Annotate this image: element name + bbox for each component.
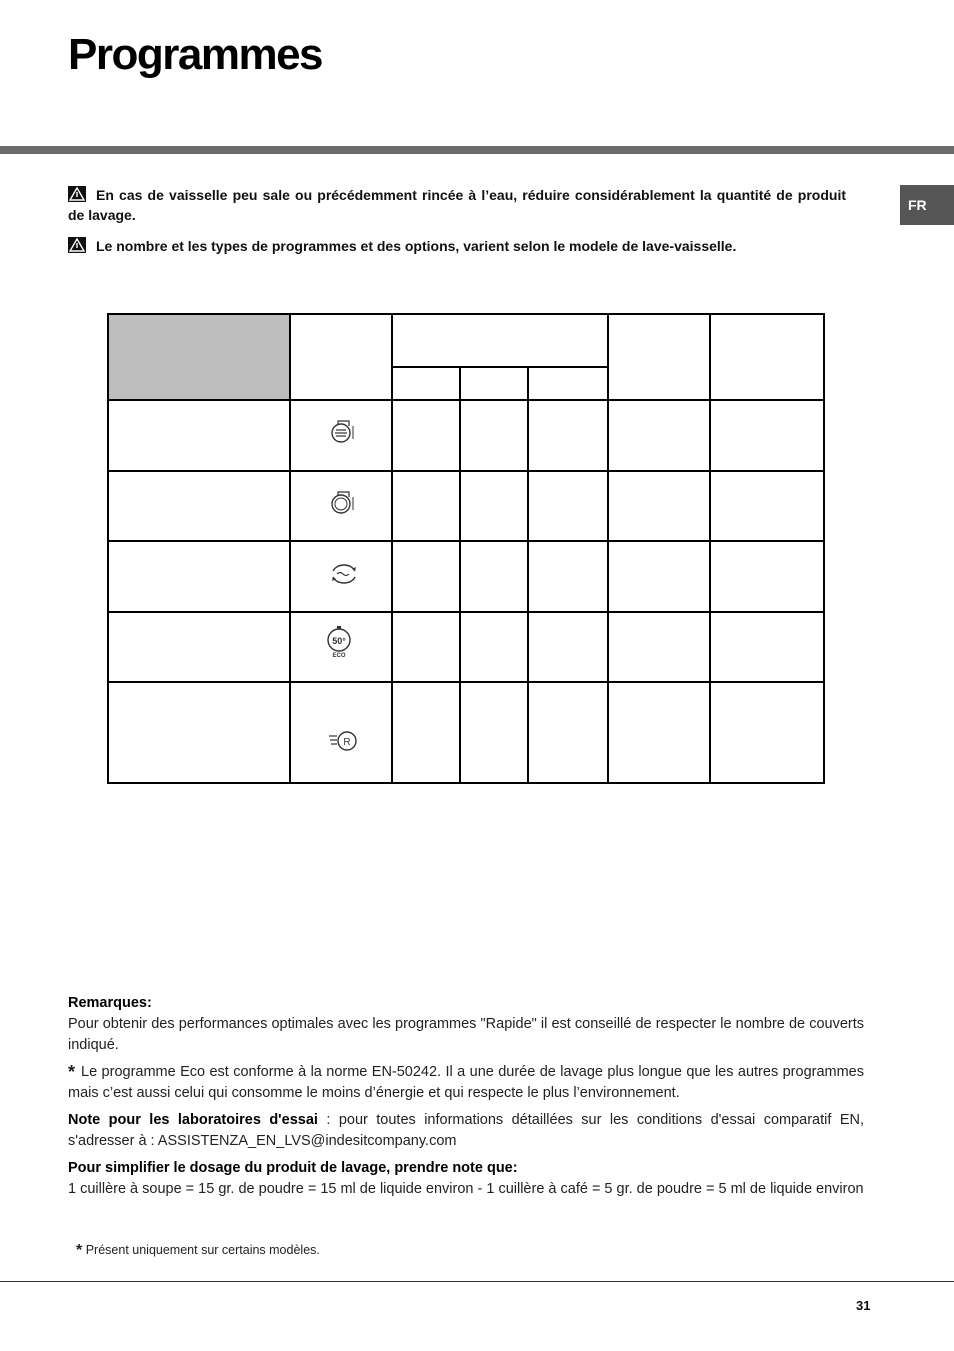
rapid-icon-letter: R: [343, 737, 351, 748]
table-grid-line: [607, 315, 609, 782]
lab-note-label: Note pour les laboratoires d'essai: [68, 1112, 318, 1128]
eco-50-program-icon: [325, 623, 359, 659]
program-table: [107, 313, 825, 784]
table-grid-line: [109, 399, 823, 401]
table-grid-line: [109, 681, 823, 683]
table-grid-line: [109, 611, 823, 613]
table-grid-line: [527, 366, 529, 782]
intensive-program-icon: [327, 417, 361, 447]
language-tab: FR: [900, 185, 954, 225]
rapid-program-icon: [327, 726, 361, 756]
header-divider: [0, 146, 954, 154]
remarks-section: [68, 993, 864, 1206]
footer-divider: [0, 1281, 954, 1282]
lab-note: [68, 1110, 864, 1152]
footnote-text: Présent uniquement sur certains modèles.: [85, 1243, 320, 1257]
page-number: 31: [856, 1298, 871, 1313]
remarks-rapid-note: Pour obtenir des performances optimales avec les programmes "Rapide" il est conseillé de respecter le nombre de couverts indiqué.: [68, 1016, 864, 1053]
warning-note: [68, 236, 846, 256]
asterisk-marker: *: [68, 1062, 76, 1082]
eco-icon-caption: ECO: [332, 653, 346, 659]
table-grid-line: [709, 315, 711, 782]
footnote-marker: *: [76, 1242, 83, 1259]
remarks-heading: Remarques:: [68, 995, 152, 1011]
footnote: [76, 1242, 320, 1260]
dosage-text: 1 cuillère à soupe = 15 gr. de poudre = 15 ml de liquide environ - 1 cuillère à café = 5 gr. de poudre = 5 ml de liquide environ: [68, 1181, 864, 1197]
warning-text: En cas de vaisselle peu sale ou précédemment rincée à l’eau, réduire considérablement la quantité de produit de lavage.: [68, 187, 846, 223]
dosage-heading: Pour simplifier le dosage du produit de lavage, prendre note que:: [68, 1160, 518, 1176]
lab-note-text: : pour toutes informations détaillées sur les conditions d'essai comparatif EN, s'adresser à : ASSISTENZA_EN_LVS@indesitcompany.com: [68, 1112, 864, 1149]
remarks-eco-note: [68, 1062, 864, 1104]
eco-icon-temperature: 50°: [332, 636, 346, 646]
remarks-eco-text: Le programme Eco est conforme à la norme EN-50242. Il a une durée de lavage plus longue que les autres programmes mais c’est aussi celui qui consomme le moins d’énergie et qui respecte le plus l’environnement.: [68, 1064, 864, 1101]
warning-triangle-icon: [68, 186, 86, 202]
warning-triangle-icon: [68, 237, 86, 253]
table-grid-line: [109, 470, 823, 472]
normal-program-icon: [327, 488, 361, 518]
warning-note: [68, 185, 846, 225]
pre-wash-program-icon: [327, 559, 361, 589]
table-grid-line: [289, 315, 291, 782]
table-grid-line: [391, 315, 393, 782]
table-grid-line: [459, 366, 461, 782]
table-header-cell: [109, 315, 290, 399]
table-grid-line: [109, 540, 823, 542]
page-title: Programmes: [68, 30, 323, 79]
warning-text: Le nombre et les types de programmes et des options, varient selon le modele de lave-vaisselle.: [96, 238, 737, 254]
table-grid-line: [391, 366, 609, 368]
